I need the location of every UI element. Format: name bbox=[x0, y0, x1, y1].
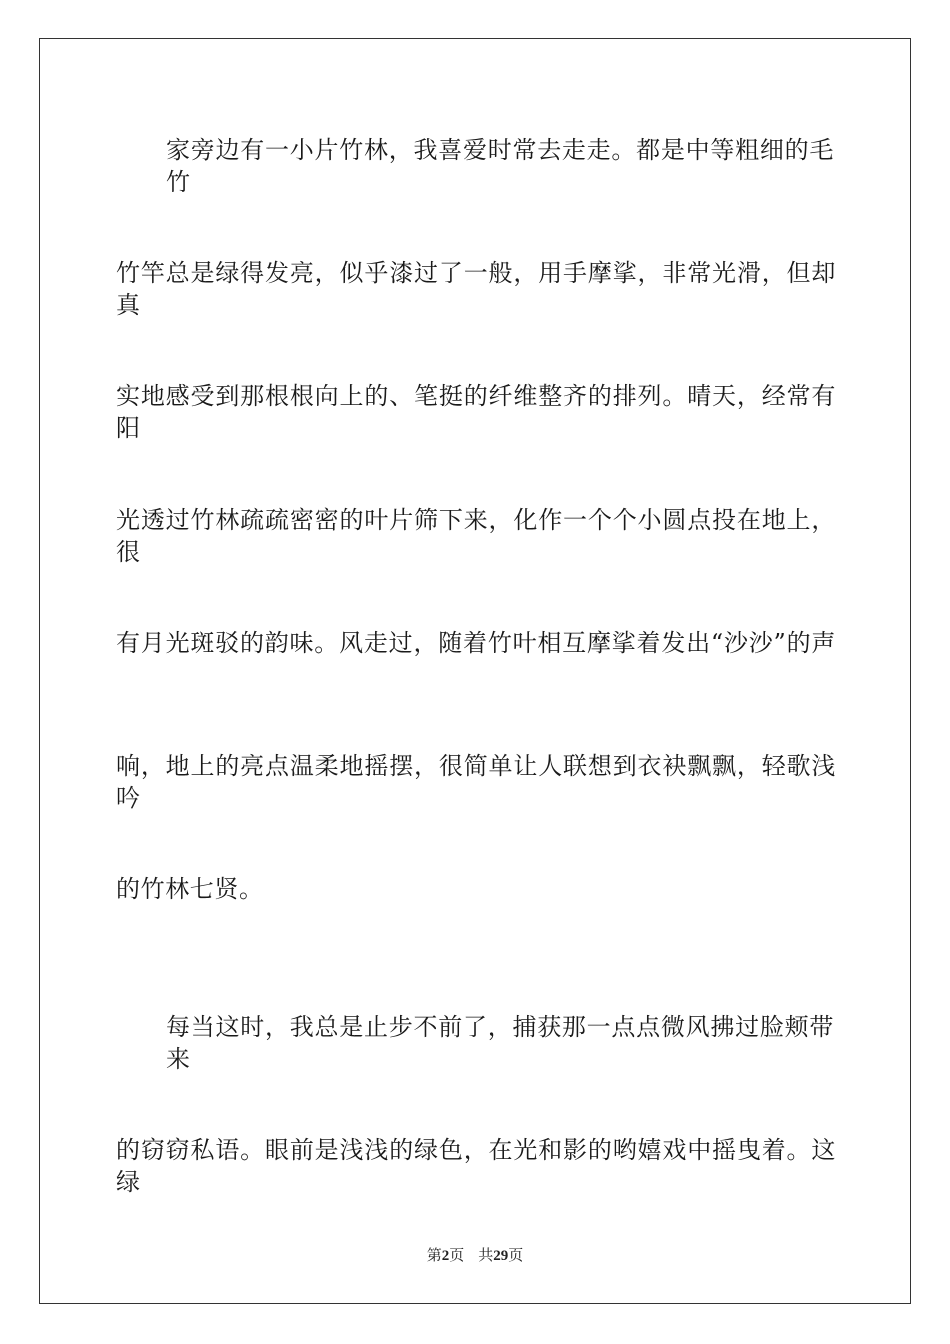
paragraph-1-line-1: 家旁边有一小片竹林，我喜爱时常去走走。都是中等粗细的毛竹 bbox=[166, 136, 834, 196]
paragraph-1-line-7: 的竹林七贤。 bbox=[116, 875, 264, 903]
total-pages-number: 29 bbox=[493, 1248, 509, 1264]
paragraph-1-line-6: 响，地上的亮点温柔地摇摆，很简单让人联想到衣袂飘飘，轻歌浅吟 bbox=[116, 752, 836, 812]
page-border bbox=[39, 38, 911, 1304]
paragraph-1-line-3: 实地感受到那根根向上的、笔挺的纤维整齐的排列。晴天，经常有阳 bbox=[116, 382, 836, 442]
page-footer bbox=[0, 1246, 950, 1266]
page-suffix: 页 bbox=[449, 1248, 465, 1264]
paragraph-1-line-2: 竹竿总是绿得发亮，似乎漆过了一般，用手摩挲，非常光滑，但却真 bbox=[116, 259, 836, 319]
current-page-number: 2 bbox=[441, 1248, 450, 1264]
page-prefix: 第 bbox=[426, 1248, 442, 1264]
paragraph-2-line-1: 每当这时，我总是止步不前了，捕获那一点点微风拂过脸颊带来 bbox=[166, 1013, 834, 1073]
paragraph-1-line-5: 有月光斑驳的韵味。风走过，随着竹叶相互摩挲着发出“沙沙”的声 bbox=[116, 629, 836, 657]
paragraph-2-line-2: 的窃窃私语。眼前是浅浅的绿色，在光和影的哟嬉戏中摇曳着。这绿 bbox=[116, 1136, 836, 1196]
total-prefix: 共 bbox=[478, 1248, 494, 1264]
paragraph-1-line-4: 光透过竹林疏疏密密的叶片筛下来，化作一个个小圆点投在地上，很 bbox=[116, 506, 836, 566]
total-suffix: 页 bbox=[508, 1248, 524, 1264]
